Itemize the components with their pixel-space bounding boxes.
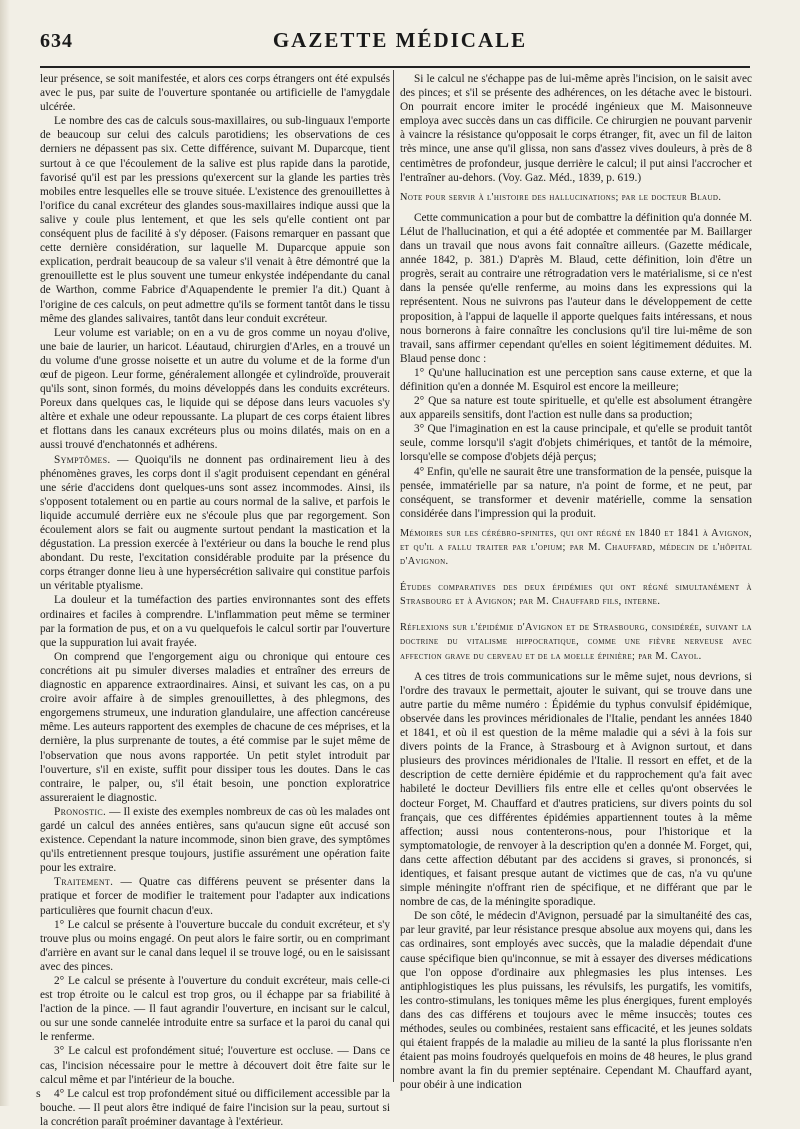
- left-paragraph: [40, 918, 390, 974]
- page-number: 634: [40, 30, 73, 52]
- right-paragraph: 3° Que l'imagination en est la cause principale, et qu'elle se produit tantôt seule, comme lorsqu'il s'agit d'objets chimériques, et tantôt de la mémoire, lorsqu'elle se compose d'objets déjà perçus;: [400, 423, 752, 464]
- paragraph-text: On comprend que l'engorgement aigu ou chronique qui entoure ces concrétions ait pu simuler diverses maladies et entraîner des erreurs de diagnostic en apparence extraordinaires. Ainsi, et suivant les cas, on a pu croire avoir affaire à de simples grenouillettes, à des phlegmons, des engorgemens strumeux, une induration glandulaire, une affection cancéreuse même. Les auteurs rapportent des exemples de chacune de ces méprises, et la dernière, la plus surprenante de toutes, a été commise par le sujet même de l'observation que nous avons rapportée. Un petit stylet introduit par l'ouverture, s'il en existe, suffit pour dissiper tous les doutes. Dans le cas contraire, le palper, ou, s'il était besoin, une ponction exploratrice assureraient le diagnostic.: [40, 650, 390, 804]
- left-paragraph: [40, 326, 390, 453]
- paragraph-text: — Quatre cas différens peuvent se présenter dans la pratique et forcer de modifier le traitement pour l'adapter aux indications particulières que fournit chacun d'eux.: [40, 876, 390, 917]
- right-paragraph: De son côté, le médecin d'Avignon, persuadé par la simultanéité des cas, par leur gravité, par leur résistance presque absolue aux moyens qui, dans les cas ordinaires, sont employés avec succès, que la maladie dépendait d'une cause spécifique bien qu'inconnue, se mit à essayer des diverses médications que l'on oppose d'ordinaire aux phlegmasies les plus intenses. Les antiphlogistiques les plus puissans, les révulsifs, les purgatifs, les vomitifs, les contro-stimulans, les toniques même les plus énergiques, furent employés dans des cas différens et toujours avec le même insuccès; toutes ces méthodes, seules ou combinées, restaient sans efficacité, et les jeunes soldats qui étaient frappés de la maladie au milieu de la santé la plus florissante n'en étaient pas moins foudroyés quelquefois en moins de 48 heures, le plus grand nombre avant la fin du premier septénaire. Cependant M. Chauffard ayant, pour obéir à une indication: [400, 910, 752, 1092]
- paragraph-text: — Il existe des exemples nombreux de cas où les malades ont gardé un calcul des années entières, sans qu'aucun signe eût accusé son existence. Cependant la nature incommode, sinon bien grave, des symptômes qu'ils entretiennent presque toujours, justifie assurément une opération faite pour les extraire.: [40, 805, 390, 875]
- page-header: [0, 26, 800, 60]
- left-paragraph: [40, 805, 390, 875]
- right-paragraph: 1° Qu'une hallucination est une perception sans cause externe, et que la définition qu'en a donnée M. Esquirol est encore la meilleure;: [400, 366, 752, 393]
- left-paragraph: [40, 875, 390, 917]
- left-paragraph: [40, 593, 390, 649]
- section-lead: Symptômes.: [54, 453, 111, 466]
- article-heading: Mémoires sur les cérébro-spinites, qui ont régné en 1840 et 1841 à Avignon, et qu'il a fallu traiter par l'opium; par M. Chauffard, médecin de l'hôpital d'Avignon.: [400, 527, 752, 568]
- scan-mark: s: [36, 1086, 41, 1100]
- right-paragraph: A ces titres de trois communications sur le même sujet, nous devrions, si l'ordre des travaux le permettait, ajouter le suivant, qui se trouve dans une autre partie du même numéro : Épidémie du typhus convulsif épidémique, observée dans les provinces méridionales de l'Italie, pendant les années 1840 et 1841, et où il est question de la même maladie qui a sévi à la fois sur divers points de la France, à Strasbourg et à Avignon surtout, et dans plusieurs des provinces méridionales de l'Italie. Il ressort en effet, et de la description de cette dernière épidémie et du rapprochement qu'a fait avec habileté le docteur Devilliers fils entre elle et celles qu'ont observées le docteur Forget, M. Chauffard et d'autres praticiens, sur divers points du sol français, que ces différentes épidémies appartiennent toutes à la même affection; aussi nous contenterons-nous, pour l'historique et la symptomatologie, de renvoyer à la description qu'en a donnée M. Forget, qui, dans cette affection débutant par des accidens si graves, si prononcés, si identiques, et faisant presque autant de victimes que de cas, n'a vu qu'une simple méningite n'offrant rien de spécifique, et ne différant que par le nombre de cas, de la méningite sporadique.: [400, 670, 752, 909]
- left-paragraph: [40, 72, 390, 114]
- article-heading: Note pour servir à l'histoire des hallucinations; par le docteur Blaud.: [400, 191, 722, 203]
- paragraph-text: leur présence, se soit manifestée, et alors ces corps étrangers ont été expulsés avec le pus, par suite de l'ouverture spontanée ou artificielle de l'amygdale ulcérée.: [40, 73, 390, 114]
- paragraph-text: 2° Le calcul se présente à l'ouverture du conduit excréteur, mais celle-ci est trop étroite ou le calcul est trop gros, ou il échappe par sa friabilité à l'action de la pince. — Il faut agrandir l'ouverture, en incisant sur le calcul, ou sur une sonde cannelée introduite entre sa surface et la paroi du canal qui le renferme.: [40, 975, 390, 1044]
- journal-title: GAZETTE MÉDICALE: [272, 28, 528, 52]
- paragraph-text: La douleur et la tuméfaction des parties environnantes sont des effets ordinaires et faciles à comprendre. L'inflammation peut même se terminer par la formation de pus, et on a vu quelquefois le calcul sortir par l'ouverture que la suppuration lui avait frayée.: [40, 594, 390, 649]
- right-paragraph: 2° Que sa nature est toute spirituelle, et qu'elle est absolument étrangère aux appareils sensitifs, dont l'action est nulle dans sa production;: [400, 395, 752, 422]
- paragraph-text: 4° Le calcul est trop profondément situé ou difficilement accessible par la bouche. — Il peut alors être indiqué de faire l'incision sur la peau, surtout si la concrétion paraît proéminer davantage à l'extérieur.: [40, 1087, 390, 1128]
- right-column: [400, 72, 752, 1092]
- paragraph-text: Leur volume est variable; on en a vu de gros comme un noyau d'olive, une baie de laurier, un haricot. Léautaud, chirurgien d'Arles, en a trouvé un du volume d'une grosse noisette et un autre du volume et de la forme d'un œuf de pigeon. Leur forme, généralement allongée et cylindroïde, prouverait qu'ils sont, sinon formés, du moins développés dans les conduits excréteurs. Poreux dans quelques cas, le liquide qui se dépose dans leurs vacuoles s'y altère et exhale une odeur repoussante. La plupart de ces corps étaient libres et flottans dans les canaux excréteurs plus ou moins dilatés, mais on en a aussi trouvé d'enchatonnés et adhérens.: [40, 326, 390, 452]
- right-paragraph: Si le calcul ne s'échappe pas de lui-même après l'incision, on le saisit avec des pinces; et s'il se présente des adhérences, on les détache avec le bistouri. On pourrait encore imiter le procédé ingénieux que M. Maisonneuve employa avec succès dans un cas difficile. Ce chirurgien ne pouvant parvenir à vaincre la résistance qu'opposait le corps étranger, fit, avec un fil de laiton très mince, une anse qu'il glissa, non sans d'assez vives douleurs, à près de 8 centimètres de profondeur, jusque derrière le calcul; il put ainsi l'accrocher et l'entraîner au-dehors. (Voy. Gaz. Méd., 1839, p. 619.): [400, 73, 752, 184]
- binding-shadow: [0, 0, 10, 1106]
- paragraph-text: — Quoiqu'ils ne donnent pas ordinairement lieu à des phénomènes graves, les corps dont il s'agit produisent cependant en général une série d'accidens dont quelques-uns sont assez incommodes. Ainsi, ils s'opposent totalement ou en partie au cours normal de la salive, et parfois le liquide accumulé derrière eux ne s'écoule plus que par regorgement. Son écoulement alors se fait ou augmente surtout pendant la mastication et la dégustation. La pression exercée à l'extérieur ou dans la bouche le rend plus abondant. Du reste, l'excitation considérable produite par la présence du corps étranger donne lieu à une hypersécrétion salivaire qui constitue parfois un véritable ptyalisme.: [40, 453, 390, 593]
- left-paragraph: [40, 1087, 390, 1129]
- right-paragraph: 4° Enfin, qu'elle ne saurait être une transformation de la pensée, puisque la pensée, immatérielle par sa nature, n'a point de forme, et ne peut, par conséquent, se transformer et devenir matérielle, comme la sensation considérée dans l'impression qui la produit.: [400, 465, 752, 520]
- article-heading: Réflexions sur l'épidémie d'Avignon et de Strasbourg, considérée, suivant la doctrine du vitalisme hippocratique, comme une fièvre nerveuse avec affection grave du cerveau et de la moelle épinière; par M. Cayol.: [400, 622, 752, 662]
- section-lead: Traitement.: [54, 876, 114, 889]
- section-lead: Pronostic.: [54, 805, 107, 818]
- article-heading: Études comparatives des deux épidémies qui ont régné simultanément à Strasbourg et à Avignon; par M. Chauffard fils, interne.: [400, 582, 752, 608]
- left-paragraph: [40, 974, 390, 1044]
- right-paragraph: Cette communication a pour but de combattre la définition qu'a donnée M. Lélut de l'hallucination, et qui a été adoptée et commentée par M. Baillarger dans un travail que nous avons fait connaître ailleurs. (Gazette médicale, année 1842, p. 381.) D'après M. Blaud, cette définition, loin d'être un progrès, serait au contraire une rétrogradation vers le matérialisme, si ce n'est dans la pensée qu'elle renferme, au moins dans les expressions qui la représentent. Nous ne suivrons pas l'auteur dans le développement de cette proposition, à l'appui de laquelle il apporte quelques faits intéressans, et nous nous bornerons à faire connaître les conclusions qu'il tire lui-même de son travail, sans affirmer cependant qu'elles en soient légitimement déduites. M. Blaud pense donc :: [400, 211, 752, 365]
- header-rule: [40, 66, 750, 68]
- left-paragraph: [40, 114, 390, 325]
- paragraph-text: 1° Le calcul se présente à l'ouverture buccale du conduit excréteur, et s'y trouve plus ou moins engagé. On peut alors le faire sortir, ou en comprimant d'arrière en avant sur le canal dans lequel il se trouve logé, ou en le saisissant avec des pinces.: [40, 918, 390, 973]
- left-paragraph: [40, 650, 390, 805]
- left-paragraph: [40, 453, 390, 594]
- left-column: [40, 72, 390, 1128]
- paragraph-text: Le nombre des cas de calculs sous-maxillaires, ou sub-linguaux l'emporte de beaucoup sur celui des calculs parotidiens; les observations de ces derniers ne dépassent pas six. Cette différence, suivant M. Duparcque, tient surtout à ce que l'écoulement de la salive est plus rapide dans la parotide, favorisé qu'il est par les pressions qu'exercent sur la glande les parties très mobiles entre lesquelles elle se trouve située. L'existence des grenouillettes à l'orifice du canal excréteur des glandes sous-maxillaires indique aussi que la salive y coule plus lentement, et que les sels qu'elle contient ont par conséquent plus de facilité à s'y déposer. (Faisons remarquer en passant que cette dernière considération, sur laquelle M. Duparcque appuie son explication, perdrait beaucoup de sa valeur s'il venait à être démontré que la grenouillette est le plus souvent une tumeur enkystée indépendante du canal de Warthon, comme Fabrice d'Aquapendente le premier l'a dit.) Quant à l'origine de ces calculs, on peut admettre qu'ils se forment tantôt dans le tissu même des glandes salivaires, tantôt dans leur conduit excréteur.: [40, 115, 390, 325]
- column-divider: [393, 70, 394, 1082]
- left-paragraph: [40, 1044, 390, 1086]
- paragraph-text: 3° Le calcul est profondément situé; l'ouverture est occluse. — Dans ce cas, l'incision nécessaire pour le mettre à découvert doit être faite sur le calcul même et par l'intérieur de la bouche.: [40, 1045, 390, 1086]
